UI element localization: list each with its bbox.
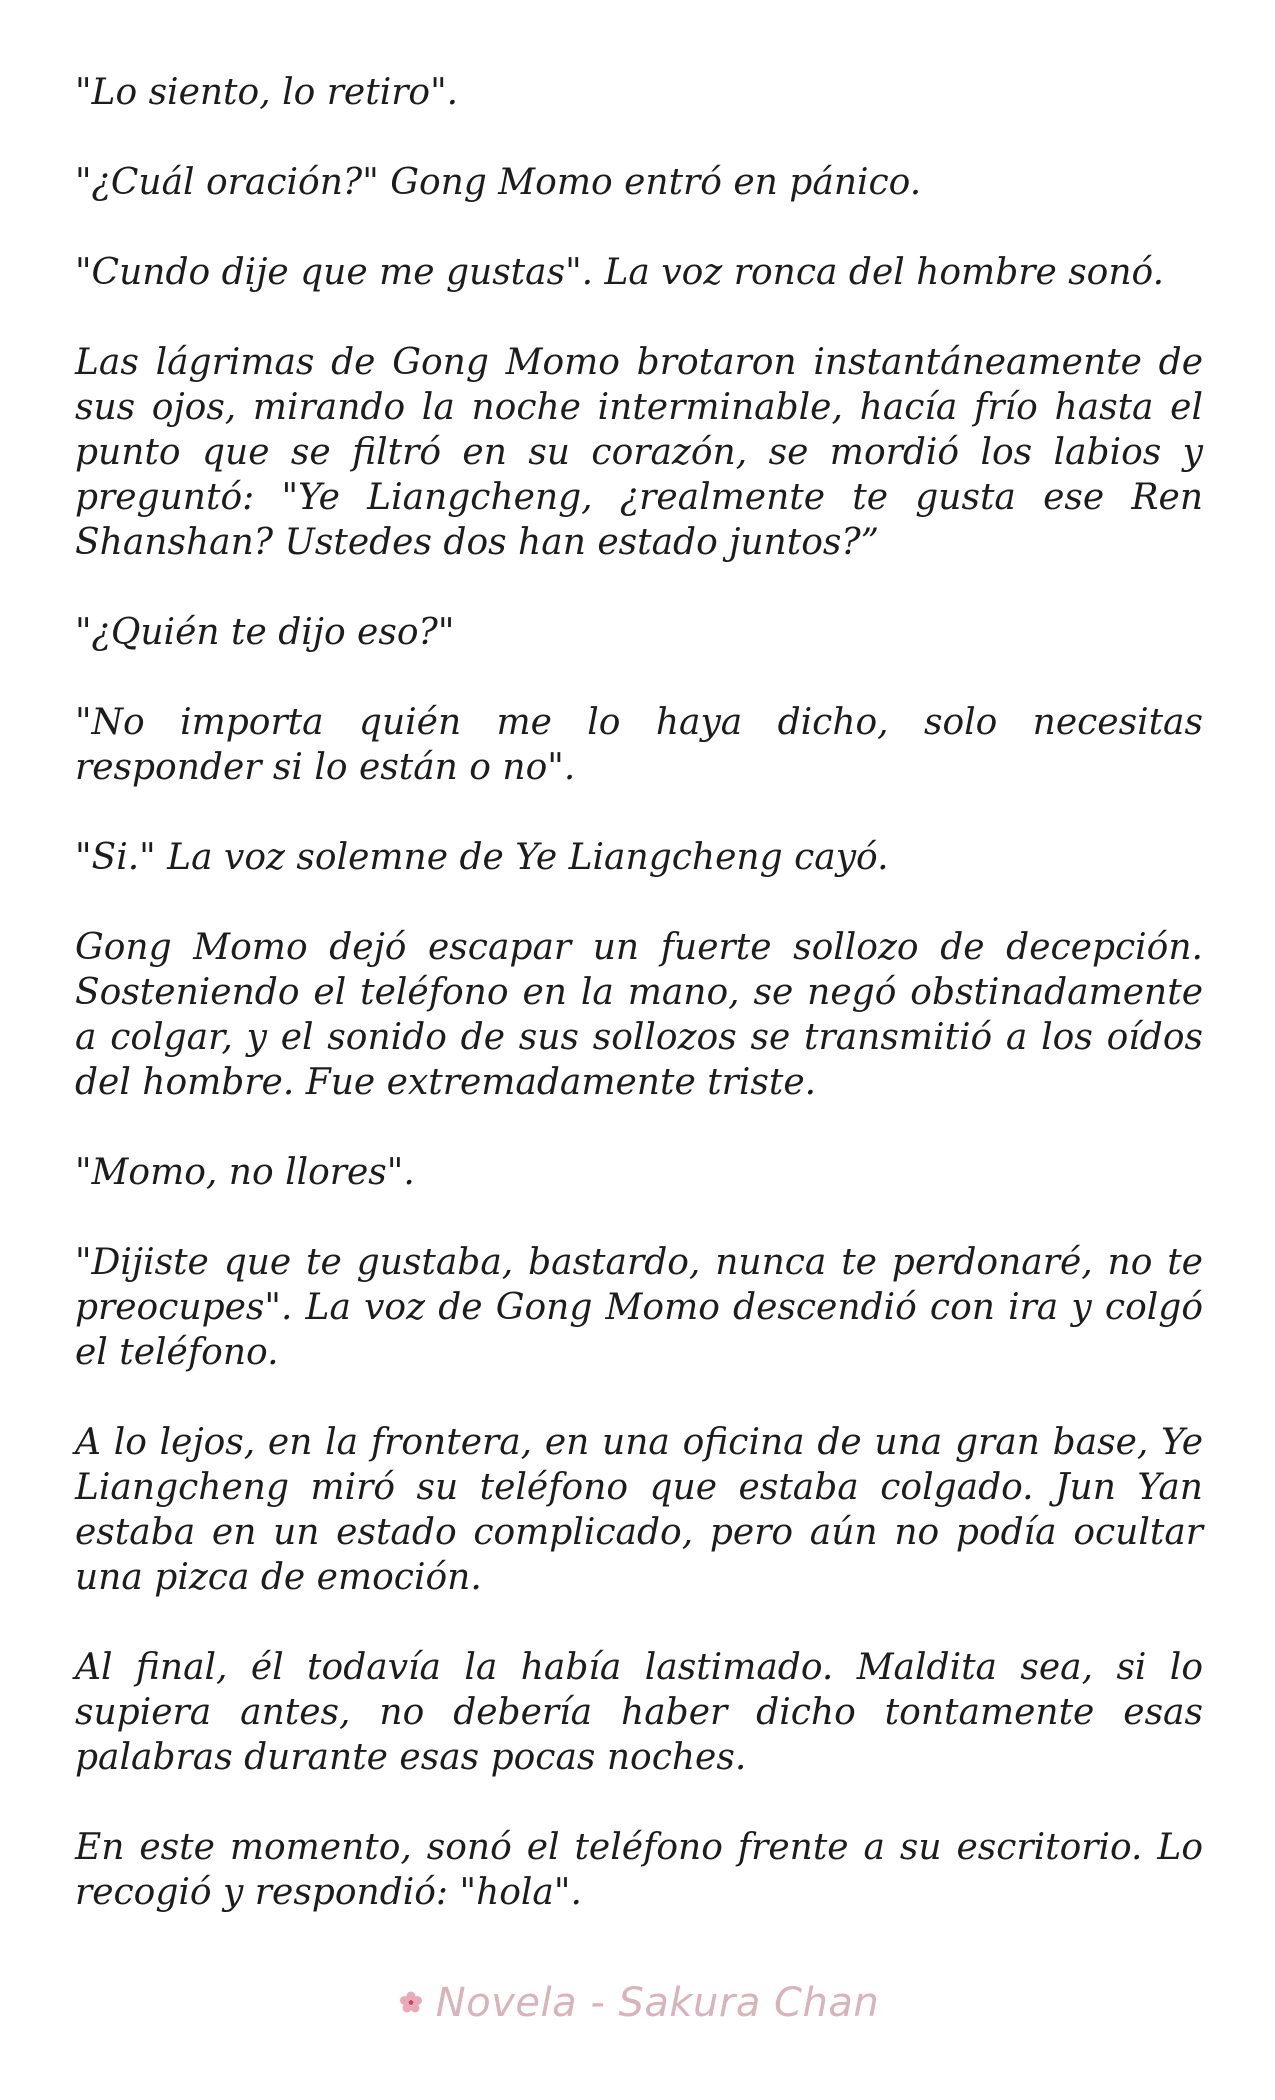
watermark-text: Novela - Sakura Chan <box>435 1980 880 2026</box>
paragraph: "Dijiste que te gustaba, bastardo, nunca te perdonaré, no te preocupes". La voz de Gong Momo descendió con ira y colgó el teléfono. <box>75 1242 1203 1373</box>
paragraph: "Si." La voz solemne de Ye Liangcheng cayó. <box>75 837 889 878</box>
paragraph: "No importa quién me lo haya dicho, solo necesitas responder si lo están o no". <box>75 702 1203 788</box>
paragraph: A lo lejos, en la frontera, en una oficina de una gran base, Ye Liangcheng miró su teléfono que estaba colgado. Jun Yan estaba en un estado complicado, pero aún no podía ocultar una pizca de emoción. <box>75 1422 1203 1598</box>
watermark <box>0 1980 1275 2028</box>
paragraph: "¿Cuál oración?" Gong Momo entró en pánico. <box>75 162 922 203</box>
paragraph: Gong Momo dejó escapar un fuerte sollozo de decepción. Sosteniendo el teléfono en la mano, se negó obstinadamente a colgar, y el sonido de sus sollozos se transmitió a los oídos del hombre. Fue extremadamente triste. <box>75 927 1203 1103</box>
sakura-flower-icon <box>396 1982 426 2028</box>
paragraph: En este momento, sonó el teléfono frente a su escritorio. Lo recogió y respondió: "hola". <box>75 1827 1203 1913</box>
chapter-text <box>75 70 1203 1915</box>
paragraph: "Momo, no llores". <box>75 1152 415 1193</box>
paragraph: Al final, él todavía la había lastimado. Maldita sea, si lo supiera antes, no debería haber dicho tontamente esas palabras durante esas pocas noches. <box>75 1647 1203 1778</box>
paragraph: Las lágrimas de Gong Momo brotaron instantáneamente de sus ojos, mirando la noche interminable, hacía frío hasta el punto que se filtró en su corazón, se mordió los labios y preguntó: "Ye Liangcheng, ¿realmente te gusta ese Ren Shanshan? Ustedes dos han estado juntos?” <box>75 342 1203 563</box>
paragraph: "Cundo dije que me gustas". La voz ronca del hombre sonó. <box>75 252 1165 293</box>
paragraph: "Lo siento, lo retiro". <box>75 72 459 113</box>
paragraph: "¿Quién te dijo eso?" <box>75 612 455 653</box>
